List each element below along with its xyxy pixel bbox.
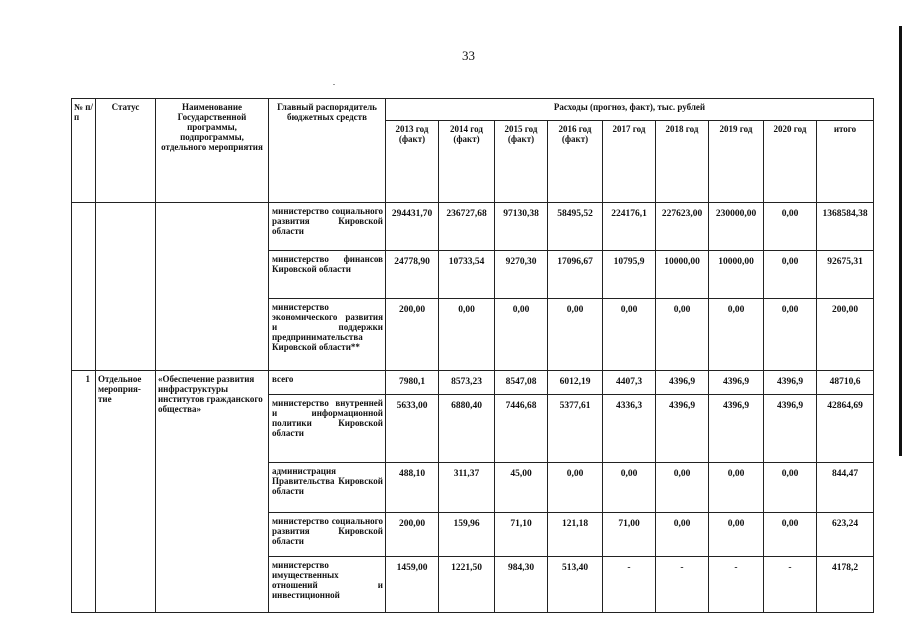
- header-year: 2015 год (факт): [495, 121, 548, 203]
- header-row: [72, 99, 874, 121]
- value-cell: 45,00: [495, 463, 548, 513]
- page-number: 33: [462, 48, 475, 63]
- value-cell: 7446,68: [495, 395, 548, 463]
- value-cell: 17096,67: [548, 251, 603, 299]
- value-cell: 200,00: [817, 299, 874, 371]
- distributor-cell: министерство социального развития Кировской области: [269, 203, 386, 251]
- header-year: 2013 год (факт): [386, 121, 439, 203]
- header-year: 2019 год: [709, 121, 764, 203]
- value-cell: 0,00: [709, 513, 764, 557]
- value-cell: 71,10: [495, 513, 548, 557]
- header-total: итого: [817, 121, 874, 203]
- header-year: 2018 год: [656, 121, 709, 203]
- value-cell: 513,40: [548, 557, 603, 613]
- value-cell: 10733,54: [439, 251, 495, 299]
- value-cell: 294431,70: [386, 203, 439, 251]
- distributor-cell: администрация Правительства Кировской области: [269, 463, 386, 513]
- value-cell: 10000,00: [709, 251, 764, 299]
- value-cell: 227623,00: [656, 203, 709, 251]
- value-cell: 58495,52: [548, 203, 603, 251]
- value-cell: 0,00: [548, 463, 603, 513]
- value-cell: 623,24: [817, 513, 874, 557]
- value-cell: -: [656, 557, 709, 613]
- row-status-cell: [96, 203, 156, 371]
- value-cell: 7980,1: [386, 371, 439, 395]
- value-cell: 0,00: [709, 299, 764, 371]
- value-cell: 0,00: [764, 203, 817, 251]
- value-cell: 224176,1: [603, 203, 656, 251]
- header-status: Статус: [96, 99, 156, 203]
- value-cell: -: [709, 557, 764, 613]
- value-cell: 8547,08: [495, 371, 548, 395]
- value-cell: 200,00: [386, 513, 439, 557]
- value-cell: 10795,9: [603, 251, 656, 299]
- value-cell: 4396,9: [764, 371, 817, 395]
- value-cell: 0,00: [603, 463, 656, 513]
- header-year: 2017 год: [603, 121, 656, 203]
- value-cell: 0,00: [439, 299, 495, 371]
- header-year: 2016 год (факт): [548, 121, 603, 203]
- value-cell: 844,47: [817, 463, 874, 513]
- header-year: 2014 год (факт): [439, 121, 495, 203]
- value-cell: 4396,9: [656, 395, 709, 463]
- value-cell: 6012,19: [548, 371, 603, 395]
- value-cell: -: [764, 557, 817, 613]
- value-cell: 9270,30: [495, 251, 548, 299]
- value-cell: 0,00: [656, 513, 709, 557]
- budget-table: [71, 98, 874, 613]
- value-cell: 1459,00: [386, 557, 439, 613]
- value-cell: 121,18: [548, 513, 603, 557]
- value-cell: 71,00: [603, 513, 656, 557]
- value-cell: 0,00: [709, 463, 764, 513]
- value-cell: 159,96: [439, 513, 495, 557]
- table-row: [72, 371, 874, 395]
- header-no: № п/п: [72, 99, 96, 203]
- measure-number: 1: [72, 371, 96, 613]
- row-name-cell: [156, 203, 269, 371]
- distributor-cell: министерство социального развития Кировской области: [269, 513, 386, 557]
- value-cell: 10000,00: [656, 251, 709, 299]
- value-cell: 0,00: [656, 299, 709, 371]
- value-cell: 97130,38: [495, 203, 548, 251]
- value-cell: 0,00: [656, 463, 709, 513]
- value-cell: 4396,9: [764, 395, 817, 463]
- value-cell: 0,00: [764, 463, 817, 513]
- value-cell: 1221,50: [439, 557, 495, 613]
- header-name: Наименование Государственной программы, подпрограммы, отдельного мероприятия: [156, 99, 269, 203]
- value-cell: 4407,3: [603, 371, 656, 395]
- table-row: [72, 203, 874, 251]
- value-cell: 4396,9: [709, 371, 764, 395]
- value-cell: 4396,9: [656, 371, 709, 395]
- value-cell: 0,00: [764, 251, 817, 299]
- distributor-cell: министерство финансов Кировской области: [269, 251, 386, 299]
- page-edge-rule: [899, 26, 902, 456]
- value-cell: 0,00: [603, 299, 656, 371]
- distributor-cell: министерство экономического развития и поддержки предпринимательства Кировской области**: [269, 299, 386, 371]
- value-cell: 0,00: [764, 299, 817, 371]
- measure-status: Отдельное мероприя-тие: [96, 371, 156, 613]
- value-cell: 488,10: [386, 463, 439, 513]
- header-year: 2020 год: [764, 121, 817, 203]
- measure-name: «Обеспечение развития инфраструктуры институтов гражданского общества»: [156, 371, 269, 613]
- scan-speck: [333, 84, 335, 85]
- value-cell: 4396,9: [709, 395, 764, 463]
- value-cell: 0,00: [495, 299, 548, 371]
- value-cell: 1368584,38: [817, 203, 874, 251]
- header-distributor: Главный распорядитель бюджетных средств: [269, 99, 386, 203]
- value-cell: 311,37: [439, 463, 495, 513]
- value-cell: 5377,61: [548, 395, 603, 463]
- value-cell: 236727,68: [439, 203, 495, 251]
- value-cell: 24778,90: [386, 251, 439, 299]
- value-cell: 8573,23: [439, 371, 495, 395]
- value-cell: 230000,00: [709, 203, 764, 251]
- value-cell: 42864,69: [817, 395, 874, 463]
- value-cell: 5633,00: [386, 395, 439, 463]
- distributor-cell: всего: [269, 371, 386, 395]
- value-cell: 0,00: [764, 513, 817, 557]
- value-cell: 984,30: [495, 557, 548, 613]
- value-cell: 4336,3: [603, 395, 656, 463]
- value-cell: 0,00: [548, 299, 603, 371]
- distributor-cell: министерство имущественных отношений и инвестиционной: [269, 557, 386, 613]
- header-expenses: Расходы (прогноз, факт), тыс. рублей: [386, 99, 874, 121]
- value-cell: 48710,6: [817, 371, 874, 395]
- distributor-cell: министерство внутренней и информационной политики Кировской области: [269, 395, 386, 463]
- value-cell: -: [603, 557, 656, 613]
- row-no-cell: [72, 203, 96, 371]
- value-cell: 6880,40: [439, 395, 495, 463]
- value-cell: 92675,31: [817, 251, 874, 299]
- value-cell: 4178,2: [817, 557, 874, 613]
- value-cell: 200,00: [386, 299, 439, 371]
